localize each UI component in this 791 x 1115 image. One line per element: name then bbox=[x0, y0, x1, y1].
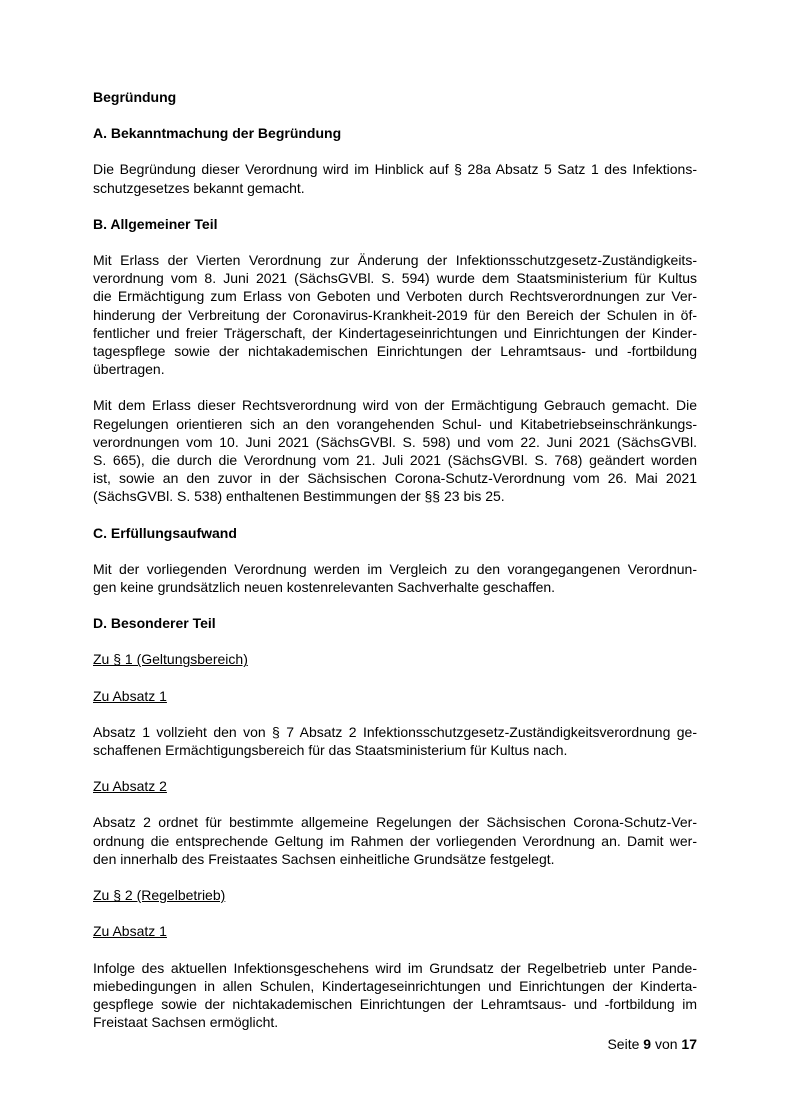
section-b-title: B. Allgemeiner Teil bbox=[93, 215, 218, 232]
par2-abs1-paragraph bbox=[93, 959, 697, 1032]
text-line: den innerhalb des Freistaates Sachsen einheitliche Grundsätze festgelegt. bbox=[93, 850, 555, 867]
page-current: 9 bbox=[643, 1036, 652, 1052]
text-line: gespflege sowie der nichtakademischen Einrichtungen der Lehramtsaus- und -fortbildung im bbox=[93, 995, 697, 1012]
section-a-paragraph bbox=[93, 160, 697, 196]
par1-abs2-paragraph bbox=[93, 813, 697, 868]
text-line: schutzgesetzes bekannt gemacht. bbox=[93, 179, 305, 196]
text-line: verordnung vom 8. Juni 2021 (SächsGVBl. S. 594) wurde dem Staatsministerium für Kultus bbox=[93, 270, 697, 287]
text-line: Die Begründung dieser Verordnung wird im Hinblick auf § 28a Absatz 5 Satz 1 des Infektions- bbox=[93, 161, 697, 178]
text-line: Mit der vorliegenden Verordnung werden im Vergleich zu den vorangegangenen Verordnun- bbox=[93, 560, 697, 577]
document-heading: Begründung bbox=[93, 89, 177, 105]
text-line: Mit dem Erlass dieser Rechtsverordnung wird von der Ermächtigung Gebrauch gemacht. Die bbox=[93, 397, 697, 414]
section-b-paragraph-2 bbox=[93, 396, 697, 505]
text-line: hinderung der Verbreitung der Coronavirus-Krankheit-2019 für den Bereich der Schulen in öf- bbox=[93, 306, 697, 323]
text-line: Infolge des aktuellen Infektionsgeschehens wird im Grundsatz der Regelbetrieb unter Pande- bbox=[93, 959, 697, 976]
text-line: fentlicher und freier Trägerschaft, der Kindertageseinrichtungen und Einrichtungen der Kinder- bbox=[93, 324, 697, 341]
subheading-par1-abs1: Zu Absatz 1 bbox=[93, 687, 167, 704]
text-line: Absatz 2 ordnet für bestimmte allgemeine Regelungen der Sächsischen Corona-Schutz-Ver- bbox=[93, 814, 697, 831]
page-total: 17 bbox=[681, 1036, 697, 1052]
section-d-title: D. Besonderer Teil bbox=[93, 615, 216, 632]
text-line: Regelungen orientieren sich an den vorangehenden Schul- und Kitabetriebseinschränkungs- bbox=[93, 415, 697, 432]
text-line: Freistaat Sachsen ermöglicht. bbox=[93, 1014, 279, 1031]
text-line: schaffenen Ermächtigungsbereich für das Staatsministerium für Kultus nach. bbox=[93, 742, 568, 759]
text-line: miebedingungen in allen Schulen, Kindertageseinrichtungen und Einrichtungen der Kinderta- bbox=[93, 977, 697, 994]
text-line: verordnungen vom 10. Juni 2021 (SächsGVBl. S. 598) und vom 22. Juni 2021 (SächsGVBl. bbox=[93, 433, 697, 450]
text-line: Absatz 1 vollzieht den von § 7 Absatz 2 Infektionsschutzgesetz-Zuständigkeitsverordnung ge- bbox=[93, 723, 697, 740]
text-line: (SächsGVBl. S. 538) enthaltenen Bestimmungen der §§ 23 bis 25. bbox=[93, 488, 505, 505]
text-line: tagespflege sowie der nichtakademischen Einrichtungen der Lehramtsaus- und -fortbildung bbox=[93, 343, 697, 360]
text-line: die Ermächtigung zum Erlass von Geboten und Verboten durch Rechtsverordnungen zur Ver- bbox=[93, 288, 697, 305]
page-number bbox=[607, 1035, 697, 1053]
text-line: S. 665), die durch die Verordnung vom 21. Juli 2021 (SächsGVBl. S. 768) geändert worden bbox=[93, 452, 697, 469]
text-line: ordnung die entsprechende Geltung im Rahmen der vorliegenden Verordnung an. Damit wer- bbox=[93, 832, 697, 849]
page-prefix: Seite bbox=[607, 1036, 640, 1052]
section-a-title: A. Bekanntmachung der Begründung bbox=[93, 125, 342, 142]
subheading-par1-abs2: Zu Absatz 2 bbox=[93, 778, 167, 795]
section-b-paragraph-1 bbox=[93, 251, 697, 378]
page-middle: von bbox=[654, 1036, 678, 1052]
text-line: gen keine grundsätzlich neuen kostenrelevanten Sachverhalte geschaffen. bbox=[93, 579, 556, 596]
section-c-title: C. Erfüllungsaufwand bbox=[93, 524, 237, 541]
subheading-par1: Zu § 1 (Geltungsbereich) bbox=[93, 651, 248, 668]
section-c-paragraph bbox=[93, 560, 697, 596]
subheading-par2-abs1: Zu Absatz 1 bbox=[93, 923, 167, 940]
par1-abs1-paragraph bbox=[93, 723, 697, 759]
text-line: ist, sowie an den zuvor in der Sächsischen Corona-Schutz-Verordnung vom 26. Mai 2021 bbox=[93, 470, 697, 487]
text-line: Mit Erlass der Vierten Verordnung zur Änderung der Infektionsschutzgesetz-Zuständigkeits- bbox=[93, 252, 697, 269]
subheading-par2: Zu § 2 (Regelbetrieb) bbox=[93, 887, 226, 904]
document-page bbox=[93, 88, 697, 1031]
text-line: übertragen. bbox=[93, 361, 165, 378]
